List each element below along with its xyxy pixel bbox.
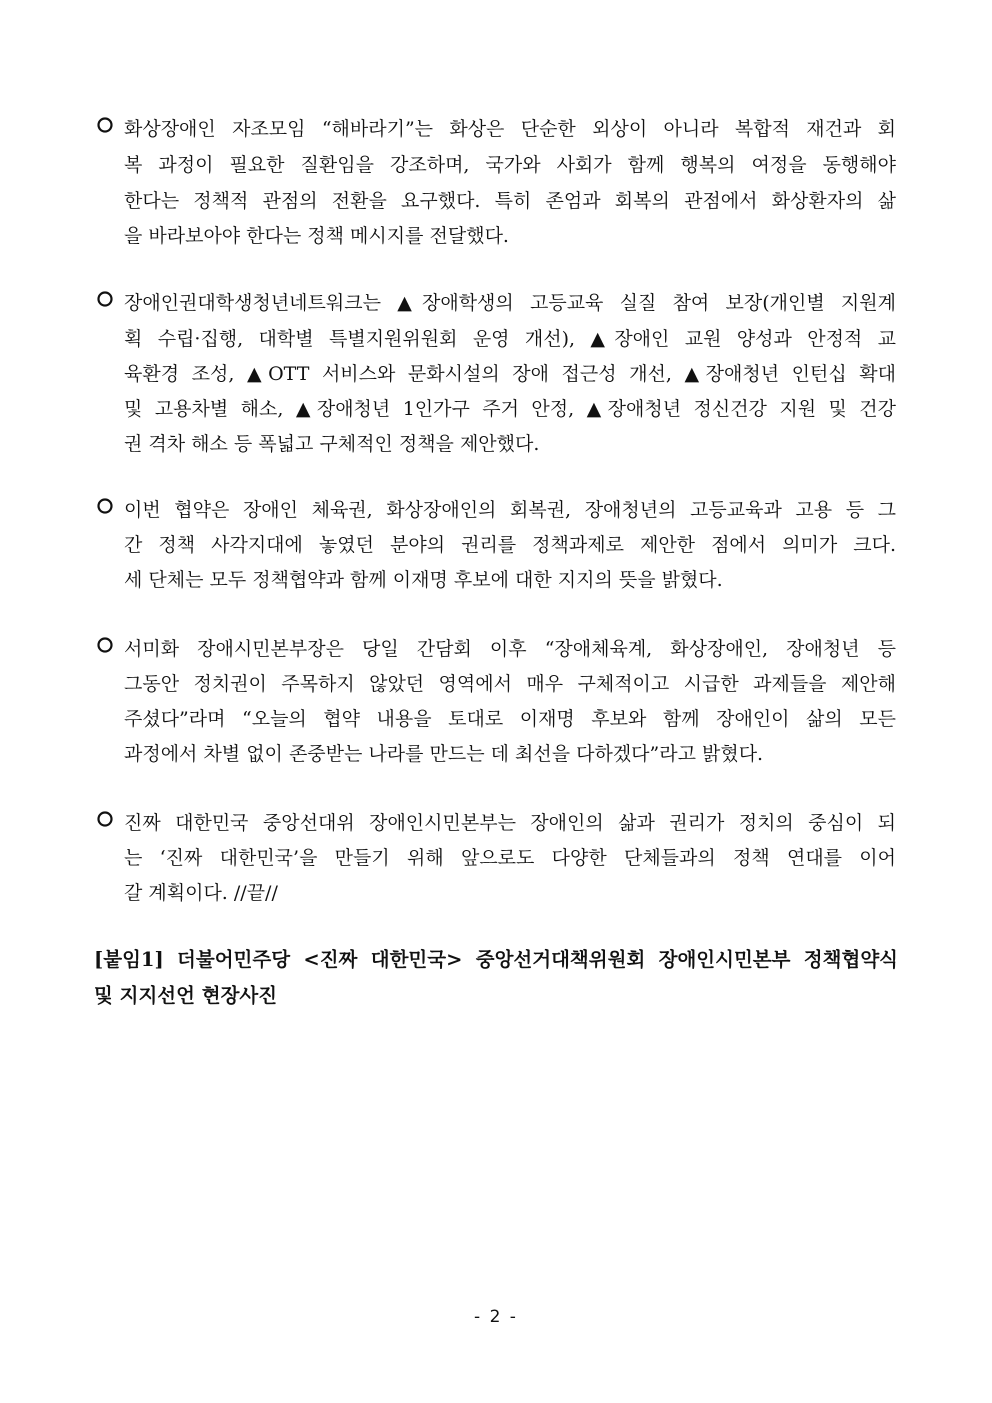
attachment-line: 및 지지선언 현장사진 (94, 984, 278, 1007)
paragraph-line: 는 ‘진짜 대한민국’을 만들기 위해 앞으로도 다양한 단체들과의 정책 연대를 이어 (124, 847, 896, 869)
paragraph-line: 그동안 정치권이 주목하지 않았던 영역에서 매우 구체적이고 시급한 과제들을 제안해 (124, 673, 896, 695)
circle-bullet-icon (96, 636, 114, 654)
paragraph-line: 간 정책 사각지대에 놓였던 분야의 권리를 정책과제로 제안한 점에서 의미가 크다. (124, 534, 896, 556)
paragraph-line: 육환경 조성, ▲OTT 서비스와 문화시설의 장애 접근성 개선, ▲장애청년 인턴십 확대 (124, 363, 896, 385)
paragraph-line: 한다는 정책적 관점의 전환을 요구했다. 특히 존엄과 회복의 관점에서 화상환자의 삶 (124, 190, 896, 212)
paragraph-line: 을 바라보아야 한다는 정책 메시지를 전달했다. (124, 225, 509, 247)
page-number: - 2 - (474, 1307, 518, 1327)
circle-bullet-icon (96, 116, 114, 134)
paragraph-line: 서미화 장애시민본부장은 당일 간담회 이후 “장애체육계, 화상장애인, 장애청년 등 (124, 638, 896, 660)
paragraph-line: 권 격차 해소 등 폭넓고 구체적인 정책을 제안했다. (124, 433, 540, 455)
paragraph-line: 세 단체는 모두 정책협약과 함께 이재명 후보에 대한 지지의 뜻을 밝혔다. (124, 569, 723, 591)
paragraph-line: 과정에서 차별 없이 존중받는 나라를 만드는 데 최선을 다하겠다”라고 밝혔다. (124, 743, 764, 765)
paragraph-line: 및 고용차별 해소, ▲장애청년 1인가구 주거 안정, ▲장애청년 정신건강 지원 및 건강 (124, 398, 896, 420)
attachment-line: [붙임1] 더불어민주당 <진짜 대한민국> 중앙선거대책위원회 장애인시민본부 정책협약식 (94, 948, 898, 971)
paragraph-line: 갈 계획이다. //끝// (124, 882, 278, 904)
paragraph-line: 복 과정이 필요한 질환임을 강조하며, 국가와 사회가 함께 행복의 여정을 동행해야 (124, 154, 896, 176)
paragraph-line: 주셨다”라며 “오늘의 협약 내용을 토대로 이재명 후보와 함께 장애인이 삶의 모든 (124, 708, 896, 730)
paragraph-line: 획 수립·집행, 대학별 특별지원위원회 운영 개선), ▲장애인 교원 양성과 안정적 교 (124, 328, 896, 350)
paragraph-line: 이번 협약은 장애인 체육권, 화상장애인의 회복권, 장애청년의 고등교육과 고용 등 그 (124, 499, 896, 521)
circle-bullet-icon (96, 497, 114, 515)
circle-bullet-icon (96, 810, 114, 828)
paragraph-line: 진짜 대한민국 중앙선대위 장애인시민본부는 장애인의 삶과 권리가 정치의 중심이 되 (124, 812, 896, 834)
paragraph-line: 장애인권대학생청년네트워크는 ▲장애학생의 고등교육 실질 참여 보장(개인별 지원계 (124, 292, 896, 314)
paragraph-line: 화상장애인 자조모임 “해바라기”는 화상은 단순한 외상이 아니라 복합적 재건과 회 (124, 118, 896, 140)
circle-bullet-icon (96, 290, 114, 308)
